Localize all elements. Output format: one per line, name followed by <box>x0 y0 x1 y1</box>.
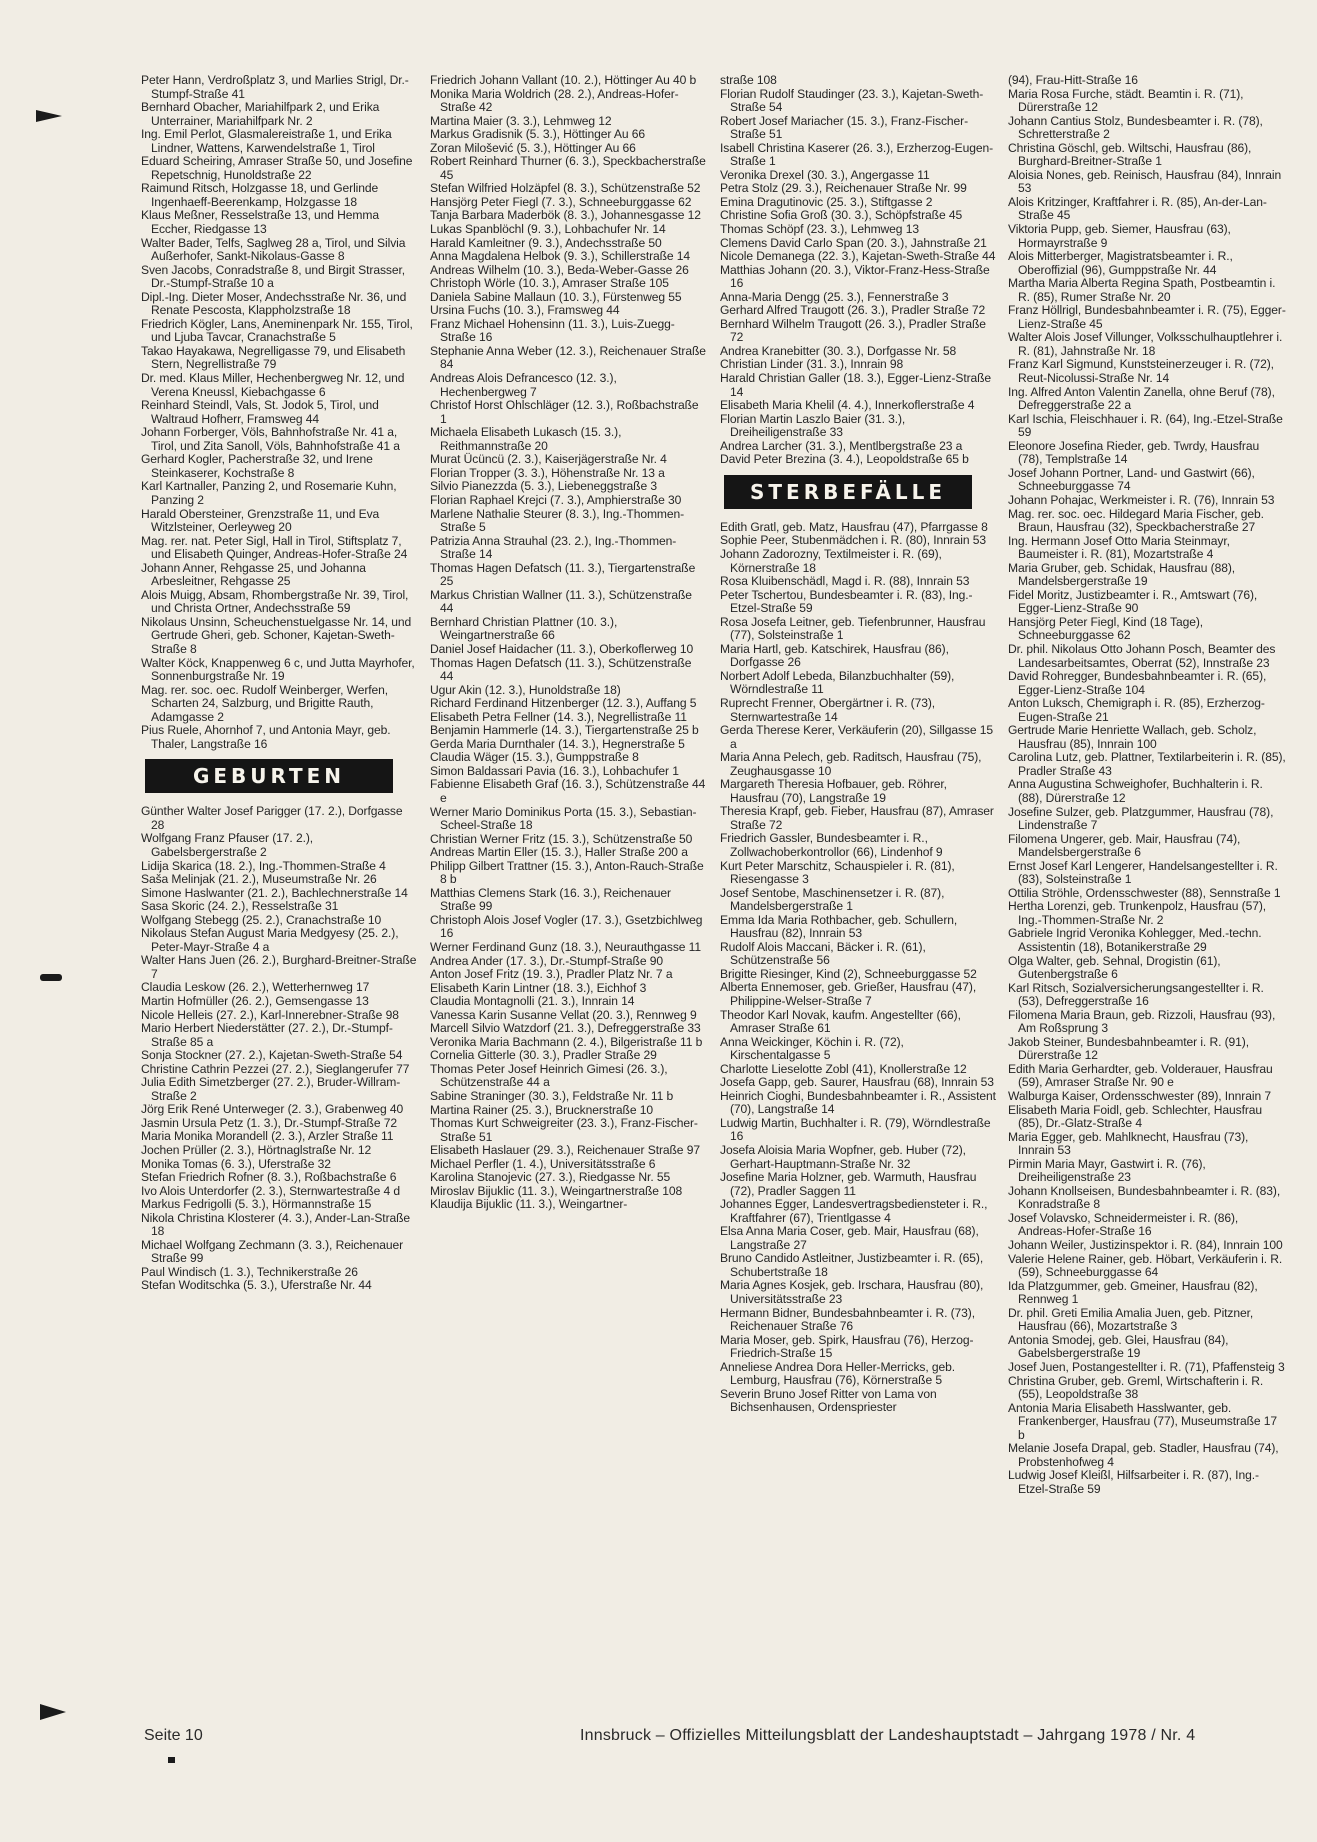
list-item: Andrea Ander (17. 3.), Dr.-Stumpf-Straße 90 <box>430 953 663 968</box>
list-item: Julia Edith Simetzberger (27. 2.), Bruder-Willram-Straße 2 <box>141 1075 401 1103</box>
list-item: Sonja Stockner (27. 2.), Kajetan-Sweth-Straße 54 <box>141 1048 403 1063</box>
list-item: Anna-Maria Dengg (25. 3.), Fennerstraße 3 <box>720 289 949 304</box>
section-heading-deaths: STERBEFÄLLE <box>724 475 972 509</box>
list-item: Raimund Ritsch, Holzgasse 18, und Gerlinde Ingenhaeff-Beerenkamp, Holzgasse 18 <box>141 181 379 209</box>
list-item: Christian Linder (31. 3.), Innrain 98 <box>720 357 904 372</box>
list-item: Jörg Erik René Unterweger (2. 3.), Grabenweg 40 <box>141 1102 404 1117</box>
list-item: Edith Gratl, geb. Matz, Hausfrau (47), Pfarrgasse 8 <box>720 519 988 534</box>
list-item: Robert Josef Mariacher (15. 3.), Franz-Fischer-Straße 51 <box>720 113 968 142</box>
list-item: Klaudija Bijuklic (11. 3.), Weingartner- <box>430 1197 628 1212</box>
list-item: Claudia Wäger (15. 3.), Gumppstraße 8 <box>430 750 639 765</box>
list-item: Bernhard Christian Plattner (10. 3.), Weingartnerstraße 66 <box>430 614 618 643</box>
list-item: Ugur Akin (12. 3.), Hunoldstraße 18) <box>430 682 621 697</box>
list-item: Ludwig Josef Kleißl, Hilfsarbeiter i. R. (87), Ing.-Etzel-Straße 59 <box>1008 1468 1259 1496</box>
list-item: Peter Tschertou, Bundesbeamter i. R. (83), Ing.-Etzel-Straße 59 <box>720 587 973 616</box>
list-item: Filomena Ungerer, geb. Mair, Hausfrau (74), Mandelsbergerstraße 6 <box>1008 831 1241 860</box>
list-item: Stefan Woditschka (5. 3.), Uferstraße Nr. 44 <box>141 1278 372 1293</box>
list-item: Fidel Moritz, Justizbeamter i. R., Amtswart (76), Egger-Lienz-Straße 90 <box>1008 587 1258 616</box>
list-item: Josefine Maria Holzner, geb. Warmuth, Hausfrau (72), Pradler Saggen 11 <box>720 1170 977 1198</box>
deaths-list <box>720 521 996 1415</box>
list-item: Lidija Skarica (18. 2.), Ing.-Thommen-Straße 4 <box>141 858 386 873</box>
list-item: Maria Hartl, geb. Katschirek, Hausfrau (86), Dorfgasse 26 <box>720 641 949 670</box>
list-item: Richard Ferdinand Hitzenberger (12. 3.), Auffang 5 <box>430 696 697 711</box>
list-item: Veronika Maria Bachmann (2. 4.), Bilgeristraße 11 b <box>430 1034 703 1049</box>
list-item: Marcell Silvio Watzdorf (21. 3.), Defreggerstraße 33 <box>430 1021 701 1036</box>
list-item: Thomas Hagen Defatsch (11. 3.), Schützenstraße 44 <box>430 655 692 684</box>
list-item: Anna Magdalena Helbok (9. 3.), Schillerstraße 14 <box>430 249 691 264</box>
column-1 <box>141 74 417 1293</box>
list-item: Walburga Kaiser, Ordensschwester (89), Innrain 7 <box>1008 1089 1271 1104</box>
list-item: Eduard Scheiring, Amraser Straße 50, und Josefine Repetschnig, Hunoldstraße 22 <box>141 154 413 182</box>
list-item: Takao Hayakawa, Negrelligasse 79, und Elisabeth Stern, Negrellistraße 79 <box>141 343 406 372</box>
list-item: Hansjörg Peter Fiegl, Kind (18 Tage), Schneeburggasse 62 <box>1008 614 1204 643</box>
list-item: Melanie Josefa Drapal, geb. Stadler, Hausfrau (74), Probstenhofweg 4 <box>1008 1441 1279 1469</box>
list-item: Ottilia Ströhle, Ordensschwester (88), Sennstraße 1 <box>1008 885 1281 900</box>
list-item: Thomas Hagen Defatsch (11. 3.), Tiergartenstraße 25 <box>430 560 696 589</box>
list-item: Mario Herbert Niederstätter (27. 2.), Dr.-Stumpf-Straße 85 a <box>141 1021 393 1049</box>
list-item: Edith Maria Gerhardter, geb. Volderauer, Hausfrau (59), Amraser Straße Nr. 90 e <box>1008 1061 1273 1090</box>
list-item: Anna Augustina Schweighofer, Buchhalterin i. R. (88), Dürerstraße 12 <box>1008 777 1263 805</box>
list-item: Ing. Hermann Josef Otto Maria Steinmayr, Baumeister i. R. (81), Mozartstraße 4 <box>1008 533 1230 562</box>
list-item: Tanja Barbara Maderbök (8. 3.), Johannesgasse 12 <box>430 208 701 223</box>
list-item: Nicole Demanega (22. 3.), Kajetan-Sweth-Straße 44 <box>720 249 996 264</box>
list-item: Bernhard Wilhelm Traugott (26. 3.), Pradler Straße 72 <box>720 316 986 345</box>
list-item: Franz Höllrigl, Bundesbahnbeamter i. R. (75), Egger-Lienz-Straße 45 <box>1008 303 1286 331</box>
list-item: Hermann Bidner, Bundesbahnbeamter i. R. (73), Reichenauer Straße 76 <box>720 1305 975 1334</box>
list-item: Mag. rer. soc. oec. Rudolf Weinberger, Werfen, Scharten 24, Salzburg, und Brigitte Rauth, Adamgasse 2 <box>141 682 389 724</box>
list-item: Ernst Josef Karl Lengerer, Handelsangestellter i. R. (83), Solsteinstraße 1 <box>1008 858 1278 887</box>
list-item: Silvio Pianezzda (5. 3.), Liebeneggstraße 3 <box>430 479 657 494</box>
list-item: Maria Rosa Furche, städt. Beamtin i. R. (71), Dürerstraße 12 <box>1008 86 1244 115</box>
list-item: Saša Melinjak (21. 2.), Museumstraße Nr. 26 <box>141 872 377 887</box>
list-item: David Rohregger, Bundesbahnbeamter i. R. (65), Egger-Lienz-Straße 104 <box>1008 669 1267 697</box>
list-item: Peter Hann, Verdroßplatz 3, und Marlies Strigl, Dr.-Stumpf-Straße 41 <box>141 73 409 101</box>
list-item: Monika Maria Woldrich (28. 2.), Andreas-Hofer-Straße 42 <box>430 86 679 115</box>
list-item: Christina Gruber, geb. Greml, Wirtschafterin i. R. (55), Leopoldstraße 38 <box>1008 1373 1264 1402</box>
list-item: Johannes Egger, Landesvertragsbediensteter i. R., Kraftfahrer (67), Trientlgasse 4 <box>720 1197 988 1225</box>
list-item: Maria Monika Morandell (2. 3.), Arzler Straße 11 <box>141 1129 394 1144</box>
list-item: Veronika Drexel (30. 3.), Angergasse 11 <box>720 167 930 182</box>
list-item: Clemens David Carlo Span (20. 3.), Jahnstraße 21 <box>720 235 987 250</box>
births-list <box>141 805 417 1293</box>
list-item: Severin Bruno Josef Ritter von Lama von Bichsenhausen, Ordenspriester <box>720 1386 937 1415</box>
list-item: Walter Hans Juen (26. 2.), Burghard-Breitner-Straße 7 <box>141 953 417 981</box>
list-item: Nikola Christina Klosterer (4. 3.), Ander-Lan-Straße 18 <box>141 1210 411 1239</box>
list-item: Gerda Maria Durnthaler (14. 3.), Hegnerstraße 5 <box>430 736 685 751</box>
list-item: Antonia Smodej, geb. Glei, Hausfrau (84), Gabelsbergerstraße 19 <box>1008 1332 1229 1361</box>
list-item: Rosa Josefa Leitner, geb. Tiefenbrunner, Hausfrau (77), Solsteinstraße 1 <box>720 614 986 643</box>
publication-line: Innsbruck – Offizielles Mitteilungsblatt der Landeshauptstadt – Jahrgang 1978 / Nr. 4 <box>580 1727 1196 1744</box>
list-item: Werner Ferdinand Gunz (18. 3.), Neurauthgasse 11 <box>430 940 702 954</box>
list-item: Bernhard Obacher, Mariahilfpark 2, und Erika Unterrainer, Mariahilfpark Nr. 2 <box>141 100 380 128</box>
list-item: Stephanie Anna Weber (12. 3.), Reichenauer Straße 84 <box>430 343 706 372</box>
list-item: Paul Windisch (1. 3.), Technikerstraße 26 <box>141 1264 358 1279</box>
list-item: Martina Maier (3. 3.), Lehmweg 12 <box>430 113 612 128</box>
list-item: Matthias Clemens Stark (16. 3.), Reichenauer Straße 99 <box>430 885 671 914</box>
list-item: Florian Martin Laszlo Baier (31. 3.), Dreiheiligenstraße 33 <box>720 411 906 440</box>
list-item: Carolina Lutz, geb. Plattner, Textilarbeiterin i. R. (85), Pradler Straße 43 <box>1008 750 1286 778</box>
list-item: Daniela Sabine Mallaun (10. 3.), Fürstenweg 55 <box>430 289 682 304</box>
list-item: Gerhard Alfred Traugott (26. 3.), Pradler Straße 72 <box>720 303 986 318</box>
list-item: Robert Reinhard Thurner (6. 3.), Speckbacherstraße 45 <box>430 154 706 182</box>
list-item: Wolfgang Franz Pfauser (17. 2.), Gabelsbergerstraße 2 <box>141 831 314 859</box>
list-item: Florian Rudolf Staudinger (23. 3.), Kajetan-Sweth-Straße 54 <box>720 86 984 115</box>
list-item: Josef Johann Portner, Land- und Gastwirt (66), Schneeburggasse 74 <box>1008 465 1255 494</box>
list-item: Karl Ritsch, Sozialversicherungsangestellter i. R. (53), Defreggerstraße 16 <box>1008 980 1264 1009</box>
list-item: Maria Agnes Kosjek, geb. Irschara, Hausfrau (80), Universitätsstraße 23 <box>720 1278 984 1307</box>
list-item: Anton Josef Fritz (19. 3.), Pradler Platz Nr. 7 a <box>430 967 673 982</box>
list-item: Rudolf Alois Maccani, Bäcker i. R. (61), Schützenstraße 56 <box>720 939 926 968</box>
list-item: Charlotte Lieselotte Zobl (41), Knollerstraße 12 <box>720 1061 967 1076</box>
list-item: Pirmin Maria Mayr, Gastwirt i. R. (76), Dreiheiligenstraße 23 <box>1008 1156 1206 1185</box>
list-item: Johann Weiler, Justizinspektor i. R. (84), Innrain 100 <box>1008 1238 1283 1253</box>
list-item: Michaela Elisabeth Lukasch (15. 3.), Reithmannstraße 20 <box>430 425 622 453</box>
list-item: Bruno Candido Astleitner, Justizbeamter i. R. (65), Schubertstraße 18 <box>720 1251 984 1279</box>
list-item: Marlene Nathalie Steurer (8. 3.), Ing.-Thommen-Straße 5 <box>430 506 685 535</box>
list-item: Christina Göschl, geb. Wiltschi, Hausfrau (86), Burghard-Breitner-Straße 1 <box>1008 140 1252 169</box>
list-item: Thomas Peter Josef Heinrich Gimesi (26. 3.), Schützenstraße 44 a <box>430 1061 668 1090</box>
list-item: Theodor Karl Novak, kaufm. Angestellter (66), Amraser Straße 61 <box>720 1007 961 1036</box>
list-item: Simon Baldassari Pavia (16. 3.), Lohbachufer 1 <box>430 763 679 778</box>
list-item: Josefa Gapp, geb. Saurer, Hausfrau (68), Innrain 53 <box>720 1075 994 1090</box>
list-item: Emina Dragutinovic (25. 3.), Stiftgasse 2 <box>720 194 933 209</box>
list-item: Karolina Stanojevic (27. 3.), Riedgasse Nr. 55 <box>430 1170 671 1185</box>
list-item: Walter Köck, Knappenweg 6 c, und Jutta Mayrhofer, Sonnenburgstraße Nr. 19 <box>141 655 415 684</box>
list-item: Patrizia Anna Strauhal (23. 2.), Ing.-Thommen-Straße 14 <box>430 533 677 562</box>
list-item: Josef Sentobe, Maschinensetzer i. R. (87), Mandelsbergerstraße 1 <box>720 885 945 914</box>
list-item: Josef Juen, Postangestellter i. R. (71), Pfaffensteig 3 <box>1008 1359 1285 1374</box>
list-item: Hertha Lorenzi, geb. Trunkenpolz, Hausfrau (57), Ing.-Thommen-Straße Nr. 2 <box>1008 899 1267 927</box>
list-item: Karl Kartnaller, Panzing 2, und Rosemarie Kuhn, Panzing 2 <box>141 479 397 507</box>
list-item: Walter Alois Josef Villunger, Volksschulhauptlehrer i. R. (81), Jahnstraße Nr. 18 <box>1008 330 1283 358</box>
list-item: Andrea Larcher (31. 3.), Mentlbergstraße 23 a <box>720 438 963 453</box>
list-item: Dr. phil. Greti Emilia Amalia Juen, geb. Pitzner, Hausfrau (66), Mozartstraße 3 <box>1008 1305 1254 1334</box>
list-item: Harald Kamleitner (9. 3.), Andechsstraße 50 <box>430 235 662 250</box>
list-item: Ruprecht Frenner, Obergärtner i. R. (73), Sternwartestraße 14 <box>720 695 936 724</box>
list-item: Emma Ida Maria Rothbacher, geb. Schullern, Hausfrau (82), Innrain 53 <box>720 912 958 941</box>
list-item: Werner Mario Dominikus Porta (15. 3.), Sebastian-Scheel-Straße 18 <box>430 804 697 833</box>
list-item: Reinhard Steindl, Vals, St. Jodok 5, Tirol, und Waltraud Hofherr, Framsweg 44 <box>141 398 379 426</box>
list-item: Kurt Peter Marschitz, Schauspieler i. R. (81), Riesengasse 3 <box>720 858 955 887</box>
column-2 <box>430 74 706 1212</box>
list-item: Günther Walter Josef Parigger (17. 2.), Dorfgasse 28 <box>141 804 403 832</box>
list-item: Dipl.-Ing. Dieter Moser, Andechsstraße Nr. 36, und Renate Pescosta, Klappholzstraße 18 <box>141 289 407 318</box>
list-item: Daniel Josef Haidacher (11. 3.), Oberkoflerweg 10 <box>430 641 694 656</box>
list-item: Markus Gradisnik (5. 3.), Höttinger Au 66 <box>430 127 646 142</box>
list-item: Christian Werner Fritz (15. 3.), Schützenstraße 50 <box>430 831 693 846</box>
list-item: Andreas Martin Eller (15. 3.), Haller Straße 200 a <box>430 845 688 860</box>
list-item: Antonia Maria Elisabeth Hasslwanter, geb. Frankenberger, Hausfrau (77), Museumstraße 17 b <box>1008 1400 1277 1442</box>
list-item: Gerhard Kogler, Pacherstraße 32, und Irene Steinkaserer, Kochstraße 8 <box>141 452 373 480</box>
list-item: Florian Tropper (3. 3.), Höhenstraße Nr. 13 a <box>430 465 665 480</box>
list-item: Vanessa Karin Susanne Vellat (20. 3.), Rennweg 9 <box>430 1007 697 1022</box>
list-item: Cornelia Gitterle (30. 3.), Pradler Straße 29 <box>430 1048 657 1063</box>
list-item: Ludwig Martin, Buchhalter i. R. (79), Wörndlestraße 16 <box>720 1115 991 1144</box>
list-item: Markus Fedrigolli (5. 3.), Hörmannstraße 15 <box>141 1197 372 1212</box>
list-item: Valerie Helene Rainer, geb. Höbart, Verkäuferin i. R. (59), Schneeburggasse 64 <box>1008 1251 1283 1280</box>
deaths-list <box>1008 74 1286 1496</box>
list-item: Johann Cantius Stolz, Bundesbeamter i. R. (78), Schretterstraße 2 <box>1008 113 1263 142</box>
list-item: Alois Kritzinger, Kraftfahrer i. R. (85), An-der-Lan-Straße 45 <box>1008 194 1267 223</box>
list-item: Michael Perfler (1. 4.), Universitätsstraße 6 <box>430 1156 656 1171</box>
list-item: Dr. phil. Nikolaus Otto Johann Posch, Beamter des Landesarbeitsamtes, Oberrat (52), Innstraße 23 <box>1008 641 1276 670</box>
list-item: Harald Christian Galler (18. 3.), Egger-Lienz-Straße 14 <box>720 371 992 399</box>
list-item: Christine Cathrin Pezzei (27. 2.), Sieglangerufer 77 <box>141 1061 410 1076</box>
list-item: Sven Jacobs, Conradstraße 8, und Birgit Strasser, Dr.-Stumpf-Straße 10 a <box>141 262 405 291</box>
list-item: Martina Rainer (25. 3.), Brucknerstraße 10 <box>430 1102 653 1117</box>
births-list <box>720 74 996 467</box>
list-item: Friedrich Kögler, Lans, Aneminenpark Nr. 155, Tirol, und Ljuba Tavcar, Cranachstraße 5 <box>141 316 413 345</box>
list-item: Elisabeth Maria Foidl, geb. Schlechter, Hausfrau (85), Dr.-Glatz-Straße 4 <box>1008 1102 1263 1131</box>
list-item: Elisabeth Maria Khelil (4. 4.), Innerkoflerstraße 4 <box>720 398 975 413</box>
list-item: Mag. rer. soc. oec. Hildegard Maria Fischer, geb. Braun, Hausfrau (32), Speckbacherstraße 27 <box>1008 506 1264 535</box>
list-item: Florian Raphael Krejci (7. 3.), Amphierstraße 30 <box>430 492 682 507</box>
list-item: Isabell Christina Kaserer (26. 3.), Erzherzog-Eugen-Straße 1 <box>720 140 994 169</box>
list-item: Harald Obersteiner, Grenzstraße 11, und Eva Witzlsteiner, Oerleyweg 20 <box>141 506 380 535</box>
ink-speck-mark <box>168 1757 175 1763</box>
list-item: Elisabeth Karin Lintner (18. 3.), Eichhof 3 <box>430 980 647 995</box>
list-item: Fabienne Elisabeth Graf (16. 3.), Schützenstraße 44 e <box>430 777 706 805</box>
list-item: Johann Pohajac, Werkmeister i. R. (76), Innrain 53 <box>1008 492 1275 507</box>
list-item: Philipp Gilbert Trattner (15. 3.), Anton-Rauch-Straße 8 b <box>430 858 704 887</box>
list-item: Pius Ruele, Ahornhof 7, und Antonia Mayr, geb. Thaler, Langstraße 16 <box>141 723 391 751</box>
list-item: Jakob Steiner, Bundesbahnbeamter i. R. (91), Dürerstraße 12 <box>1008 1034 1249 1063</box>
list-item: Norbert Adolf Lebeda, Bilanzbuchhalter (59), Wörndlestraße 11 <box>720 668 955 697</box>
margin-arrow-mark <box>36 110 62 122</box>
list-item: Nicole Helleis (27. 2.), Karl-Innerebner-Straße 98 <box>141 1007 399 1022</box>
list-item: Nikolaus Unsinn, Scheuchenstuelgasse Nr. 14, und Gertrude Gheri, geb. Schoner, Kajetan-Sweth-Straße 8 <box>141 614 412 656</box>
list-item: Petra Stolz (29. 3.), Reichenauer Straße Nr. 99 <box>720 181 967 196</box>
list-item: Andreas Wilhelm (10. 3.), Beda-Weber-Gasse 26 <box>430 262 689 277</box>
list-item: Elisabeth Petra Fellner (14. 3.), Negrellistraße 11 <box>430 709 687 724</box>
list-item: Dr. med. Klaus Miller, Hechenbergweg Nr. 12, und Verena Kneussl, Kiebachgasse 6 <box>141 371 405 399</box>
list-item: Heinrich Cioghi, Bundesbahnbeamter i. R., Assistent (70), Langstraße 14 <box>720 1088 996 1117</box>
list-item: Ivo Alois Unterdorfer (2. 3.), Sternwartestraße 4 d <box>141 1183 401 1198</box>
list-item: Ing. Alfred Anton Valentin Zanella, ohne Beruf (78), Defreggerstraße 22 a <box>1008 384 1275 413</box>
list-item: Margareth Theresia Hofbauer, geb. Röhrer, Hausfrau (70), Langstraße 19 <box>720 777 947 805</box>
list-item: Friedrich Gassler, Bundesbeamter i. R., Zollwachoberkontrollor (66), Lindenhof 9 <box>720 831 943 859</box>
list-item: Sophie Peer, Stubenmädchen i. R. (80), Innrain 53 <box>720 533 987 548</box>
list-item: Christoph Alois Josef Vogler (17. 3.), Gsetzbichlweg 16 <box>430 912 703 941</box>
list-item: Hansjörg Peter Fiegl (7. 3.), Schneeburggasse 62 <box>430 194 692 209</box>
list-item: Jasmin Ursula Petz (1. 3.), Dr.-Stumpf-Straße 72 <box>141 1115 397 1130</box>
list-item: Alois Muigg, Absam, Rhombergstraße Nr. 39, Tirol, und Christa Ortner, Andechsstraße 59 <box>141 587 409 616</box>
list-item: Nikolaus Stefan August Maria Medgyesy (25. 2.), Peter-Mayr-Straße 4 a <box>141 926 399 954</box>
list-item: Wolfgang Stebegg (25. 2.), Cranachstraße 10 <box>141 912 382 927</box>
list-item: Anna Weickinger, Köchin i. R. (72), Kirschentalgasse 5 <box>720 1034 904 1063</box>
list-item: Anton Luksch, Chemigraph i. R. (85), Erzherzog-Eugen-Straße 21 <box>1008 696 1265 724</box>
list-item: Theresia Krapf, geb. Fieber, Hausfrau (87), Amraser Straße 72 <box>720 804 994 832</box>
list-item: Monika Tomas (6. 3.), Uferstraße 32 <box>141 1156 331 1171</box>
list-item: Franz Karl Sigmund, Kunststeinerzeuger i. R. (72), Reut-Nicolussi-Straße Nr. 14 <box>1008 357 1274 386</box>
list-item: Christof Horst Ohlschläger (12. 3.), Roßbachstraße 1 <box>430 398 699 426</box>
list-item: Filomena Maria Braun, geb. Rizzoli, Hausfrau (93), Am Roßsprung 3 <box>1008 1007 1276 1036</box>
list-item: Andreas Alois Defrancesco (12. 3.), Hechenbergweg 7 <box>430 371 617 399</box>
list-item: Claudia Leskow (26. 2.), Wetterhernweg 17 <box>141 980 370 995</box>
list-item: Elsa Anna Maria Coser, geb. Mair, Hausfrau (68), Langstraße 27 <box>720 1224 979 1252</box>
list-item: Josef Volavsko, Schneidermeister i. R. (86), Andreas-Hofer-Straße 16 <box>1008 1210 1239 1239</box>
list-item: Sasa Skoric (24. 2.), Resselstraße 31 <box>141 899 339 914</box>
list-item: David Peter Brezina (3. 4.), Leopoldstraße 65 b <box>720 452 969 467</box>
list-item: Michael Wolfgang Zechmann (3. 3.), Reichenauer Straße 99 <box>141 1237 404 1266</box>
list-item: Stefan Friedrich Rofner (8. 3.), Roßbachstraße 6 <box>141 1170 397 1185</box>
list-item: Johann Knollseisen, Bundesbahnbeamter i. R. (83), Konradstraße 8 <box>1008 1183 1281 1212</box>
list-item: Christoph Wörle (10. 3.), Amraser Straße 105 <box>430 276 669 291</box>
list-item: Josefine Sulzer, geb. Platzgummer, Hausfrau (78), Lindenstraße 7 <box>1008 804 1274 833</box>
list-item: Maria Gruber, geb. Schidak, Hausfrau (88), Mandelsbergerstraße 19 <box>1008 560 1236 589</box>
list-item: Matthias Johann (20. 3.), Viktor-Franz-Hess-Straße 16 <box>720 262 990 291</box>
page-number: Seite 10 <box>144 1727 203 1744</box>
margin-arrow-mark <box>40 1704 66 1720</box>
list-item: Stefan Wilfried Holzäpfel (8. 3.), Schützenstraße 52 <box>430 181 701 196</box>
list-item: Alois Mitterberger, Magistratsbeamter i. R., Oberoffizial (96), Gumppstraße Nr. 44 <box>1008 249 1233 277</box>
list-item: Maria Moser, geb. Spirk, Hausfrau (76), Herzog-Friedrich-Straße 15 <box>720 1332 974 1361</box>
list-item: Johann Anner, Rehgasse 25, und Johanna Arbesleitner, Rehgasse 25 <box>141 560 366 589</box>
list-item: Alberta Ennemoser, geb. Grießer, Hausfrau (47), Philippine-Welser-Straße 7 <box>720 980 977 1008</box>
list-item: Maria Anna Pelech, geb. Raditsch, Hausfrau (75), Zeughausgasse 10 <box>720 750 982 778</box>
list-item: Eleonore Josefina Rieder, geb. Twrdy, Hausfrau (78), Templstraße 14 <box>1008 438 1260 467</box>
births-list <box>430 74 706 1212</box>
list-item: straße 108 <box>720 73 777 87</box>
list-item: (94), Frau-Hitt-Straße 16 <box>1008 73 1138 87</box>
list-item: Viktoria Pupp, geb. Siemer, Hausfrau (63), Hormayrstraße 9 <box>1008 222 1231 250</box>
section-heading-births: GEBURTEN <box>145 759 393 793</box>
list-item: Rosa Kluibenschädl, Magd i. R. (88), Innrain 53 <box>720 574 970 589</box>
list-item: Gertrude Marie Henriette Wallach, geb. Scholz, Hausfrau (85), Innrain 100 <box>1008 723 1257 751</box>
list-item: Gabriele Ingrid Veronika Kohlegger, Med.-techn. Assistentin (18), Botanikerstraße 29 <box>1008 926 1262 954</box>
list-item: Johann Zadorozny, Textilmeister i. R. (69), Körnerstraße 18 <box>720 546 942 575</box>
list-item: Thomas Kurt Schweigreiter (23. 3.), Franz-Fischer-Straße 51 <box>430 1116 698 1144</box>
list-item: Maria Egger, geb. Mahlknecht, Hausfrau (73), Innrain 53 <box>1008 1129 1249 1158</box>
list-item: Gerda Therese Kerer, Verkäuferin (20), Sillgasse 15 a <box>720 723 993 751</box>
list-item: Anneliese Andrea Dora Heller-Merricks, geb. Lemburg, Hausfrau (76), Körnerstraße 5 <box>720 1359 955 1388</box>
list-item: Mag. rer. nat. Peter Sigl, Hall in Tirol, Stiftsplatz 7, und Elisabeth Quinger, Andreas-Hofer-Straße 24 <box>141 533 408 562</box>
list-item: Brigitte Riesinger, Kind (2), Schneeburggasse 52 <box>720 966 977 981</box>
list-item: Josefa Aloisia Maria Wopfner, geb. Huber (72), Gerhart-Hauptmann-Straße Nr. 32 <box>720 1143 966 1171</box>
list-item: Friedrich Johann Vallant (10. 2.), Höttinger Au 40 b <box>430 73 697 87</box>
list-item: Johann Forberger, Völs, Bahnhofstraße Nr. 41 a, Tirol, und Zita Sanoll, Völs, Bahnhofstraße 41 a <box>141 425 400 453</box>
list-item: Ida Platzgummer, geb. Gmeiner, Hausfrau (82), Rennweg 1 <box>1008 1278 1258 1307</box>
list-item: Ing. Emil Perlot, Glasmalereistraße 1, und Erika Lindner, Wattens, Karwendelstraße 1, Tirol <box>141 127 392 155</box>
margin-dash-mark <box>40 974 62 981</box>
list-item: Jochen Prüller (2. 3.), Hörtnaglstraße Nr. 12 <box>141 1143 372 1158</box>
list-item: Murat Ücüncü (2. 3.), Kaiserjägerstraße Nr. 4 <box>430 452 667 467</box>
list-item: Olga Walter, geb. Sehnal, Drogistin (61), Gutenbergstraße 6 <box>1008 953 1221 982</box>
list-item: Martha Maria Alberta Regina Spath, Postbeamtin i. R. (85), Rumer Straße Nr. 20 <box>1008 276 1276 304</box>
list-item: Walter Bader, Telfs, Saglweg 28 a, Tirol, und Silvia Außerhofer, Sankt-Nikolaus-Gasse 8 <box>141 235 406 264</box>
list-item: Elisabeth Haslauer (29. 3.), Reichenauer Straße 97 <box>430 1143 700 1158</box>
marriages-list <box>141 74 417 751</box>
list-item: Benjamin Hammerle (14. 3.), Tiergartenstraße 25 b <box>430 723 699 738</box>
list-item: Aloisia Nones, geb. Reinisch, Hausfrau (84), Innrain 53 <box>1008 167 1282 196</box>
list-item: Zoran Milošević (5. 3.), Höttinger Au 66 <box>430 140 636 155</box>
list-item: Franz Michael Hohensinn (11. 3.), Luis-Zuegg-Straße 16 <box>430 316 675 345</box>
list-item: Lukas Spanblöchl (9. 3.), Lohbachufer Nr. 14 <box>430 222 666 237</box>
list-item: Claudia Montagnolli (21. 3.), Innrain 14 <box>430 994 635 1009</box>
list-item: Ursina Fuchs (10. 3.), Framsweg 44 <box>430 303 620 318</box>
list-item: Simone Haslwanter (21. 2.), Bachlechnerstraße 14 <box>141 885 408 900</box>
column-3 <box>720 74 996 1415</box>
list-item: Sabine Straninger (30. 3.), Feldstraße Nr. 11 b <box>430 1089 674 1104</box>
list-item: Karl Ischia, Fleischhauer i. R. (64), Ing.-Etzel-Straße 59 <box>1008 411 1283 440</box>
list-item: Christine Sofia Groß (30. 3.), Schöpfstraße 45 <box>720 208 963 223</box>
column-4 <box>1008 74 1286 1496</box>
list-item: Klaus Meßner, Resselstraße 13, und Hemma Eccher, Riedgasse 13 <box>141 208 379 237</box>
list-item: Thomas Schöpf (23. 3.), Lehmweg 13 <box>720 222 919 237</box>
list-item: Miroslav Bijuklic (11. 3.), Weingartnerstraße 108 <box>430 1183 683 1198</box>
list-item: Andrea Kranebitter (30. 3.), Dorfgasse Nr. 58 <box>720 343 957 358</box>
list-item: Martin Hofmüller (26. 2.), Gemsengasse 13 <box>141 994 369 1008</box>
list-item: Markus Christian Wallner (11. 3.), Schützenstraße 44 <box>430 587 692 616</box>
